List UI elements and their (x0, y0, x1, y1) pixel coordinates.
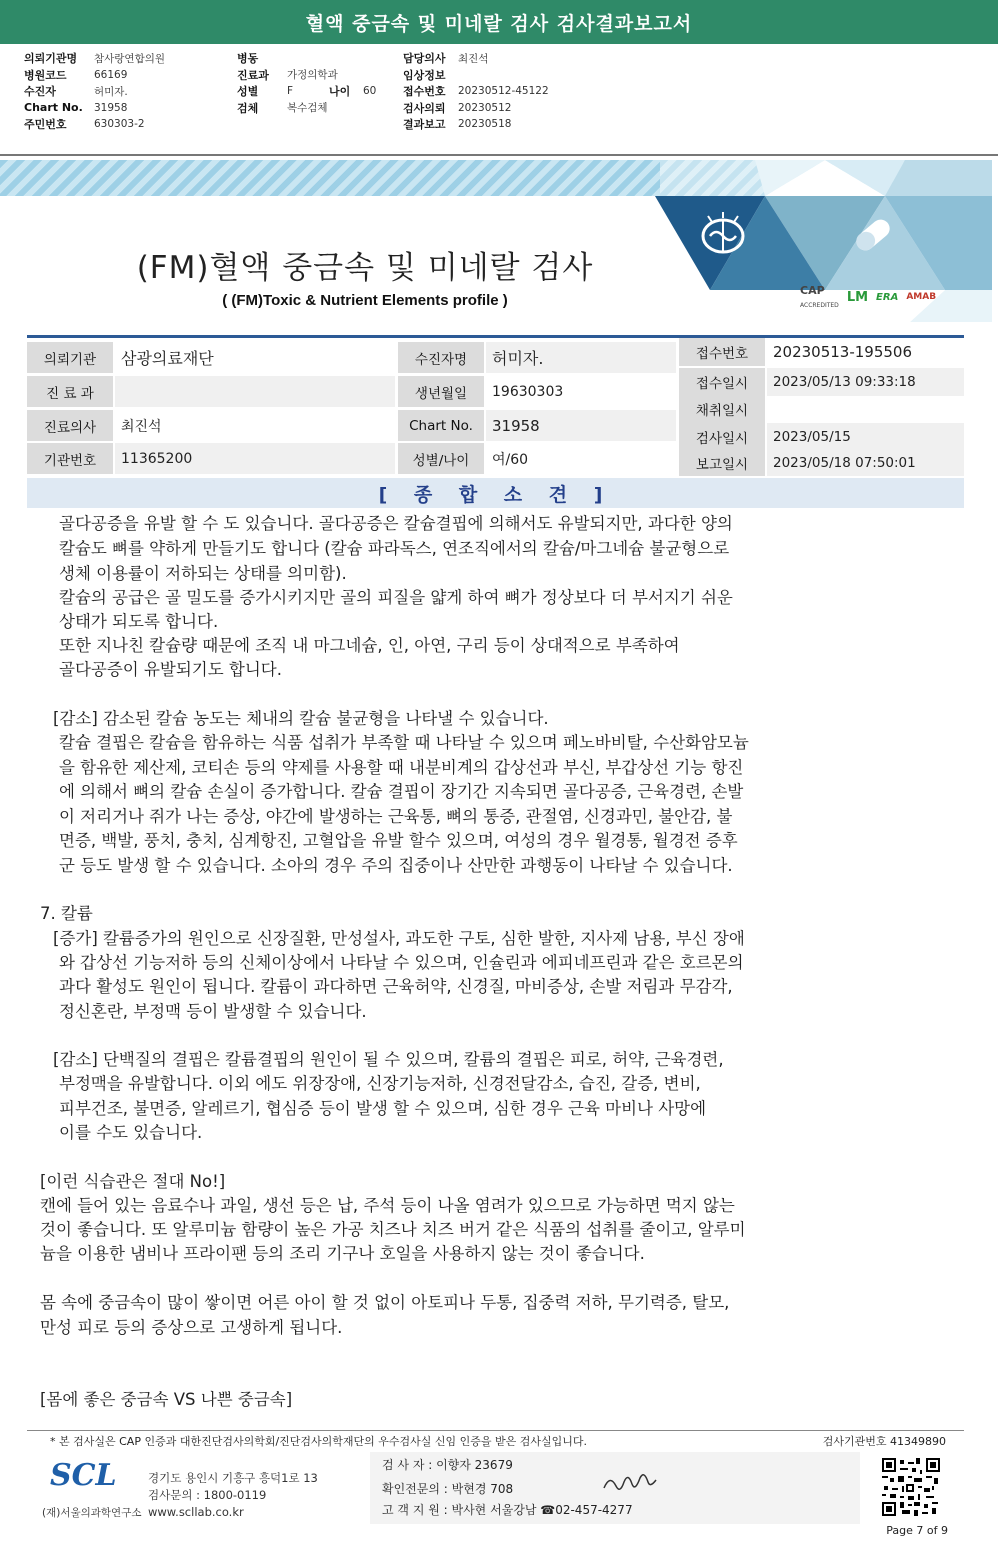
header-value: 참사랑연합의원 (94, 52, 166, 65)
report-banner (0, 0, 998, 44)
footer-agency-number: 검사기관번호 41349890 (822, 1435, 946, 1448)
chart-value: 31958 (486, 410, 676, 441)
header-info (0, 44, 998, 156)
text-line: 골다공증이 유발되기도 합니다. (59, 660, 282, 679)
summary-heading-text: [ 종 합 소 견 ] (378, 483, 613, 506)
header-label: 검체 (237, 101, 259, 115)
header-value: 20230512 (458, 101, 512, 114)
text-line: [증가] 칼륨증가의 원인으로 신장질환, 만성설사, 과도한 구토, 심한 발한, 지사제 남용, 부신 장애 (53, 929, 745, 948)
text-line: 칼슘의 공급은 골 밀도를 증가시키지만 골의 피질을 얇게 하여 뼈가 정상보다 더 부서지기 쉬운 (59, 588, 733, 607)
header-value: 31958 (94, 101, 128, 114)
header-label: 의뢰기관명 (24, 52, 78, 66)
page-number: Page 7 of 9 (886, 1524, 948, 1537)
header-value: 66169 (94, 68, 128, 81)
header-label: Chart No. (24, 101, 83, 115)
scl-org-name: (재)서울의과학연구소 (42, 1507, 142, 1519)
report-label: 보고일시 (679, 450, 765, 476)
header-label: 병동 (237, 52, 259, 66)
signature (600, 1470, 660, 1498)
doctor-value: 최진석 (121, 418, 162, 435)
specialist-info: 확인전문의 : 박현경 708 (382, 1482, 514, 1496)
header-value: 20230512-45122 (458, 85, 549, 98)
header-label: 담당의사 (403, 52, 446, 66)
text-line: 늄을 이용한 냄비나 프라이팬 등의 조리 기구나 호일을 사용하지 않는 것이 좋습니다. (40, 1244, 645, 1263)
test-value: 2023/05/15 (767, 423, 964, 451)
text-line: 이 저리거나 쥐가 나는 증상, 야간에 발생하는 근육통, 뼈의 통증, 관절염, 신경과민, 불안감, 불 (59, 807, 733, 826)
capsule-icon (848, 210, 898, 260)
recdate-value: 2023/05/13 09:33:18 (767, 368, 964, 396)
header-value: 60 (363, 85, 377, 98)
header-value: 가정의학과 (287, 69, 338, 82)
text-line: 과다 활성도 원인이 됩니다. 칼륨이 과다하면 근육허약, 신경질, 마비증상, 손발 저림과 무감각, (59, 977, 733, 996)
footer-website: www.scllab.co.kr (148, 1505, 244, 1519)
header-label: 주민번호 (24, 118, 67, 132)
text-line: 면증, 백발, 풍치, 충치, 심계항진, 고혈압을 유발 할수 있으며, 여성의 경우 월경통, 월경전 증후 (59, 831, 738, 850)
text-line: 피부건조, 불면증, 알레르기, 협심증 등이 발생 할 수 있으며, 심한 경우 근육 마비나 사망에 (59, 1099, 707, 1118)
recdate-label: 접수일시 (679, 368, 765, 396)
header-col-2 (237, 50, 376, 116)
header-label: 접수번호 (403, 85, 446, 99)
text-line: [이런 식습관은 절대 No!] (40, 1172, 226, 1191)
header-label: 나이 (329, 85, 351, 99)
support-info: 고 객 지 원 : 박사현 서울강남 ☎02-457-4277 (382, 1503, 633, 1517)
dob-label: 생년월일 (398, 376, 484, 407)
header-value: 20230518 (458, 118, 512, 131)
test-label: 검사일시 (679, 423, 765, 451)
decorative-stripe (0, 160, 660, 196)
text-line: 군 등도 발생 할 수 있습니다. 소아의 경우 주의 집중이나 산만한 과행동이 나타날 수 있습니다. (59, 856, 733, 875)
header-value: F (287, 85, 294, 98)
footer-phone: 검사문의 : 1800-0119 (148, 1488, 267, 1502)
text-line: 와 갑상선 기능저하 등의 신체이상에서 나타날 수 있으며, 인슐린과 에피네프린과 같은 호르몬의 (59, 953, 744, 972)
text-line: 것이 좋습니다. 또 알루미늄 함량이 높은 가공 치즈나 치즈 버거 같은 식품의 섭취를 줄이고, 알루미 (40, 1220, 746, 1239)
text-line: 캔에 들어 있는 음료수나 과일, 생선 등은 납, 주석 등이 나올 염려가 있으므로 가능하면 먹지 않는 (40, 1196, 735, 1215)
orgno-label: 기관번호 (27, 443, 113, 474)
patient-table (27, 335, 964, 473)
header-value: 복수검체 (287, 102, 328, 115)
header-label: 진료과 (237, 68, 269, 82)
sexage-label: 성별/나이 (398, 443, 484, 474)
header-label: 병원코드 (24, 68, 67, 82)
text-line: 이를 수도 있습니다. (59, 1123, 203, 1142)
header-label: 결과보고 (403, 118, 446, 132)
header-value: 630303-2 (94, 118, 145, 131)
lm-logo: LM (846, 289, 869, 305)
header-col-3 (403, 50, 549, 133)
header-label: 임상정보 (403, 68, 446, 82)
cap-logo (800, 284, 839, 310)
dob-value: 19630303 (492, 383, 564, 400)
collect-value (767, 395, 964, 423)
org-label: 의뢰기관 (27, 342, 113, 373)
text-line: 정신혼란, 부정맥 등이 발생할 수 있습니다. (59, 1002, 367, 1021)
recno-label: 접수번호 (679, 338, 765, 366)
report-value: 2023/05/18 07:50:01 (767, 450, 964, 476)
text-line: 칼슘 결핍은 칼슘을 함유하는 식품 섭취가 부족할 때 나타날 수 있으며 페노바비탈, 수산화암모늄 (59, 733, 749, 752)
scl-logo: SCL (50, 1458, 117, 1493)
text-line: 또한 지나친 칼슘량 때문에 조직 내 마그네슘, 인, 아연, 구리 등이 상대적으로 부족하여 (59, 636, 680, 655)
header-label: 수진자 (24, 85, 56, 99)
report-banner-title: 혈액 중금속 및 미네랄 검사 검사결과보고서 (305, 12, 693, 35)
footer-divider (27, 1430, 964, 1431)
dept-label: 진 료 과 (27, 376, 113, 407)
footer-note: * 본 검사실은 CAP 인증과 대한진단검사의학회/진단검사의학재단의 우수검사실 신임 인증을 받은 검사실입니다. (50, 1435, 588, 1448)
name-value: 허미자. (486, 342, 676, 373)
org-value: 삼광의료재단 (121, 349, 214, 368)
orgno-value: 11365200 (115, 443, 395, 474)
text-line: 상태가 되도록 합니다. (59, 612, 219, 631)
page-title: (FM)혈액 중금속 및 미네랄 검사 (136, 250, 594, 286)
text-line: 칼슘도 뼈를 약하게 만들기도 합니다 (칼슘 파라독스, 연조직에서의 칼슘/마그네슘 불균형으로 (59, 539, 730, 558)
text-line: 만성 피로 등의 증상으로 고생하게 됩니다. (40, 1318, 343, 1337)
header-label: 검사의뢰 (403, 101, 446, 115)
page-subtitle: ( (FM)Toxic & Nutrient Elements profile ) (222, 292, 508, 309)
text-line: 골다공증을 유발 할 수 도 있습니다. 골다공증은 칼슘결핍에 의해서도 유발되지만, 과다한 양의 (59, 514, 733, 533)
tester-info: 검 사 자 : 이향자 23679 (382, 1458, 513, 1472)
collect-label: 채취일시 (679, 395, 765, 423)
header-value: 최진석 (458, 52, 489, 65)
text-line: 에 의해서 뼈의 칼슘 손실이 증가합니다. 칼슘 결핍이 장기간 지속되면 골다공증, 근육경련, 손발 (59, 782, 744, 801)
text-line: [몸에 좋은 중금속 VS 나쁜 중금속] (40, 1390, 293, 1409)
text-line: 생체 이용률이 저하되는 상태를 의미함). (59, 564, 347, 583)
cert-logos (800, 282, 990, 312)
header-col-1 (24, 50, 165, 133)
dept-value (115, 376, 395, 407)
chart-label: Chart No. (398, 410, 484, 441)
era-logo: ERA (876, 291, 899, 303)
doctor-label: 진료의사 (27, 410, 113, 441)
recno-value: 20230513-195506 (773, 343, 913, 361)
text-line: [감소] 단백질의 결핍은 칼륨결핍의 원인이 될 수 있으며, 칼륨의 결핍은 피로, 허약, 근육경련, (53, 1050, 724, 1069)
name-label: 수진자명 (398, 342, 484, 373)
header-value: 허미자. (94, 85, 128, 98)
text-line: 몸 속에 중금속이 많이 쌓이면 어른 아이 할 것 없이 아토피나 두통, 집중력 저하, 무기력증, 탈모, (40, 1293, 730, 1312)
cap-logo-text: CAP (800, 284, 825, 297)
amab-logo: AMAB (906, 292, 937, 302)
footer-address: 경기도 용인시 기흥구 흥덕1로 13 (148, 1471, 318, 1485)
text-line: 부정맥을 유발합니다. 이외 에도 위장장애, 신장기능저하, 신경전달감소, 습진, 갈증, 변비, (59, 1074, 701, 1093)
text-line: 을 함유한 제산제, 코티손 등의 약제를 사용할 때 내분비계의 갑상선과 부신, 부갑상선 기능 항진 (59, 758, 744, 777)
sexage-value: 여/60 (492, 451, 529, 468)
cap-logo-subtext: ACCREDITED (800, 302, 839, 309)
summary-heading (27, 478, 964, 508)
header-label: 성별 (237, 85, 259, 99)
section-heading-potassium: 7. 칼륨 (40, 904, 93, 923)
text-line: [감소] 감소된 칼슘 농도는 체내의 칼슘 불균형을 나타낼 수 있습니다. (53, 709, 549, 728)
qr-code (882, 1458, 940, 1516)
